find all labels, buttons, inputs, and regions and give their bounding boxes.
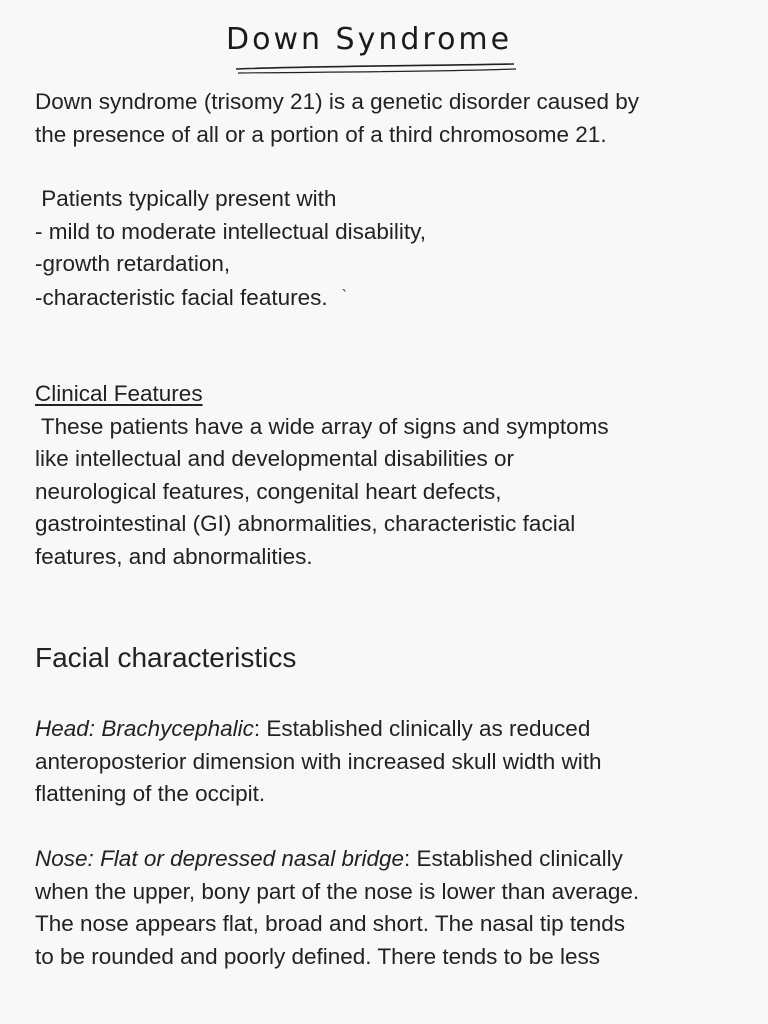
clinical-line: like intellectual and developmental disabilities or	[35, 446, 515, 471]
title-text: Down Syndrome	[226, 22, 513, 57]
nose-label: Nose	[35, 846, 88, 871]
head-label: Head	[35, 716, 89, 741]
presentation-item-text: -characteristic facial features.	[35, 284, 328, 310]
clinical-line: features, and abnormalities.	[35, 543, 313, 569]
presentation-item: -growth retardation,	[35, 251, 231, 276]
head-line-rest: : Established clinically as reduced	[253, 716, 591, 741]
nose-line: The nose appears flat, broad and short. The nasal tip tends	[35, 911, 625, 936]
clinical-line: These patients have a wide array of signs and symptoms	[35, 413, 609, 439]
facial-characteristics-heading	[35, 642, 735, 675]
presentation-lead: Patients typically present with	[35, 186, 337, 211]
handwritten-title	[226, 22, 526, 82]
presentation-list	[35, 183, 735, 314]
clinical-features-heading: Clinical Features	[35, 381, 203, 406]
head-line: flattening of the occipit.	[35, 781, 266, 806]
nose-paragraph	[35, 843, 735, 973]
nose-line-rest: : Established clinically	[404, 846, 623, 871]
intro-paragraph	[35, 86, 735, 151]
intro-line: Down syndrome (trisomy 21) is a genetic disorder caused by	[35, 89, 640, 114]
clinical-line: neurological features, congenital heart defects,	[35, 478, 502, 504]
head-line: Head: Brachycephalic: Established clinically as reduced	[35, 716, 591, 741]
intro-line: the presence of all or a portion of a third chromosome 21.	[35, 121, 607, 147]
head-term: Brachycephalic	[101, 716, 254, 741]
clinical-line: gastrointestinal (GI) abnormalities, characteristic facial	[35, 511, 576, 536]
presentation-item: - mild to moderate intellectual disability,	[35, 218, 427, 244]
nose-line: to be rounded and poorly defined. There tends to be less	[35, 943, 600, 969]
presentation-item	[35, 281, 735, 315]
clinical-features-section	[35, 378, 735, 573]
nose-term: Flat or depressed nasal bridge	[100, 846, 404, 871]
facial-heading-text: Facial characteristics	[35, 642, 297, 673]
head-paragraph	[35, 713, 735, 811]
nose-line: Nose: Flat or depressed nasal bridge: Established clinically	[35, 846, 623, 871]
head-line: anteroposterior dimension with increased skull width with	[35, 748, 602, 774]
stray-mark: `	[341, 287, 347, 305]
nose-line: when the upper, bony part of the nose is lower than average.	[35, 878, 640, 904]
